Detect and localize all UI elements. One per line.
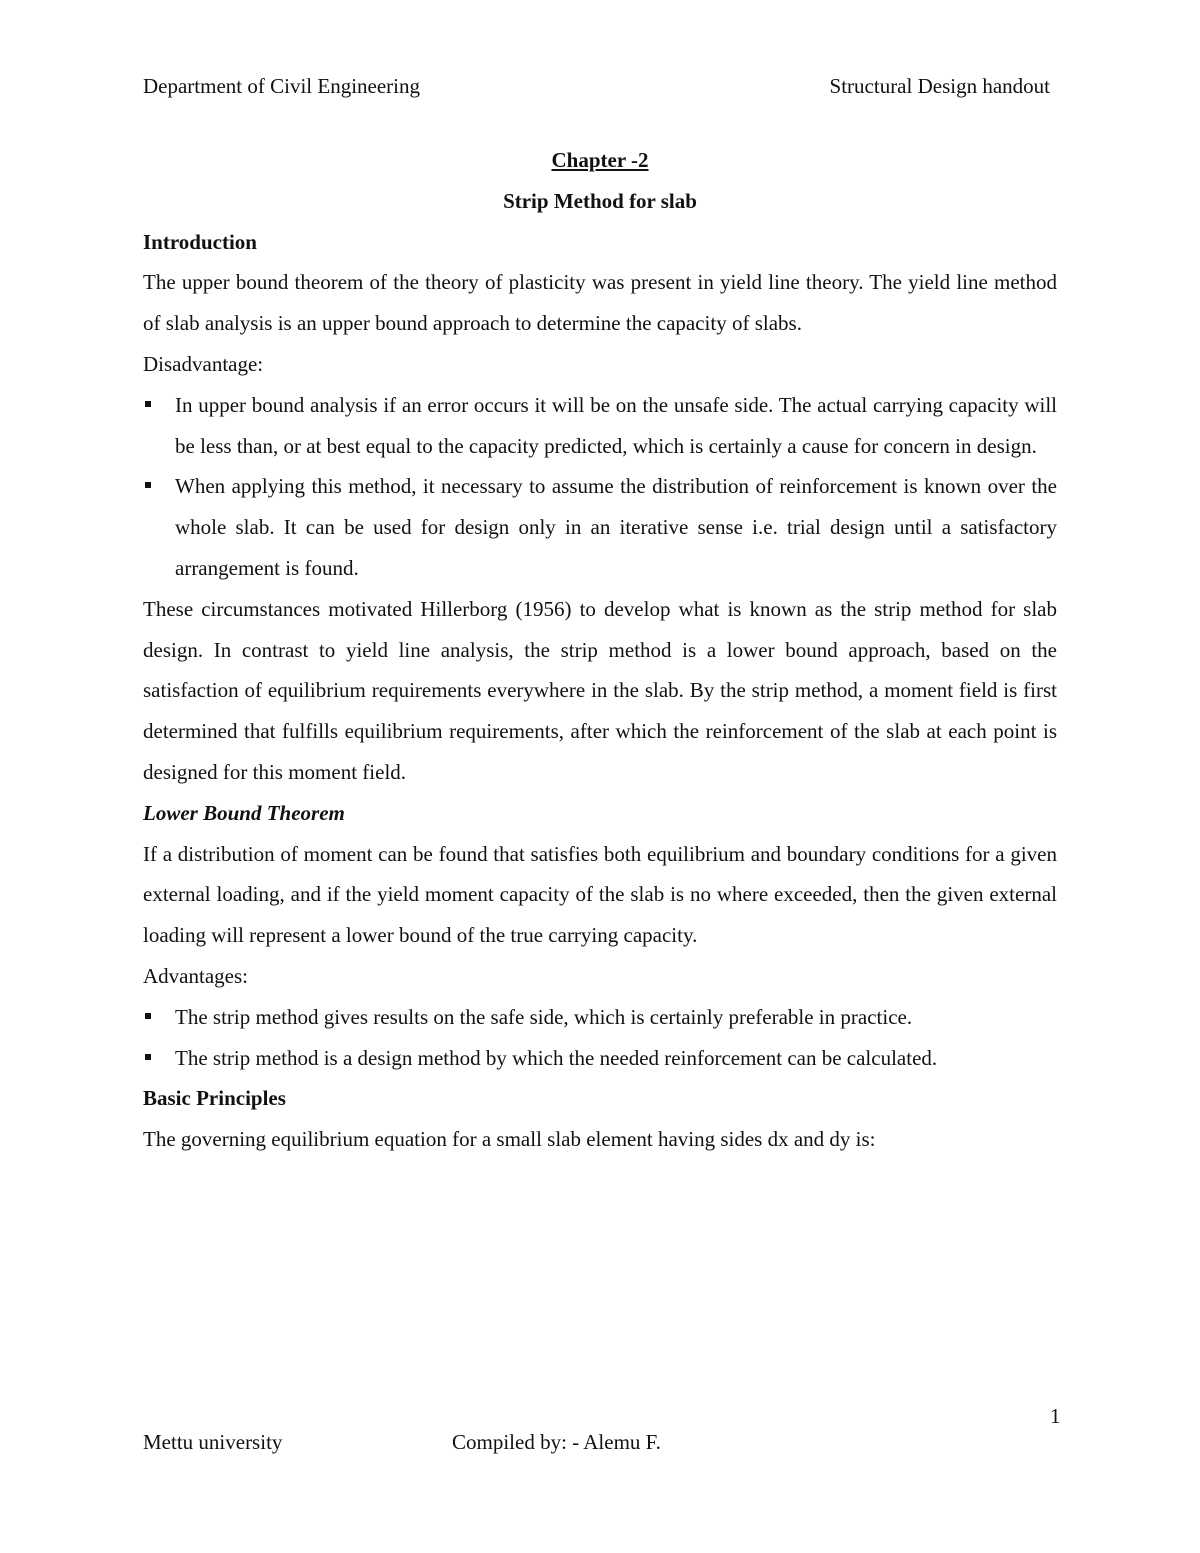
list-item-text: The strip method is a design method by which the needed reinforcement can be calculated. xyxy=(175,1045,938,1070)
lower-bound-heading: Lower Bound Theorem xyxy=(143,800,345,825)
list-item-text: In upper bound analysis if an error occurs it will be on the unsafe side. The actual carrying capacity will be less than, or at best equal to the capacity predicted, which is certainly a cause for concern in design. xyxy=(175,392,1057,458)
introduction-heading: Introduction xyxy=(143,229,257,254)
list-item xyxy=(143,466,1057,588)
footer-compiled-by: Compiled by: - Alemu F. xyxy=(452,1430,661,1454)
list-item xyxy=(143,1038,1057,1079)
chapter-title: Chapter -2 xyxy=(551,148,649,172)
basic-principles-heading: Basic Principles xyxy=(143,1086,286,1111)
list-item-text: When applying this method, it necessary to assume the distribution of reinforcement is known over the whole slab. It can be used for design only in an iterative sense i.e. trial design until a satisfactory arrangement is found. xyxy=(175,474,1057,580)
advantages-list xyxy=(143,997,1057,1079)
disadvantage-list xyxy=(143,385,1057,589)
section-title: Strip Method for slab xyxy=(503,188,697,213)
lower-bound-paragraph: If a distribution of moment can be found that satisfies both equilibrium and boundary conditions for a given external loading, and if the yield moment capacity of the slab is no where exceeded, then the given external loading will represent a lower bound of the true carrying capacity. xyxy=(143,841,1057,948)
advantages-label: Advantages: xyxy=(143,963,248,988)
page-number: 1 xyxy=(1050,1404,1061,1428)
basic-principles-paragraph: The governing equilibrium equation for a small slab element having sides dx and dy is: xyxy=(143,1127,876,1152)
page-body xyxy=(143,140,1057,1160)
list-item xyxy=(143,385,1057,467)
bullet-icon xyxy=(145,482,151,488)
bullet-icon xyxy=(145,401,151,407)
disadvantage-label: Disadvantage: xyxy=(143,351,264,376)
bullet-icon xyxy=(145,1054,151,1060)
bullet-icon xyxy=(145,1013,151,1019)
footer-university: Mettu university xyxy=(143,1430,283,1454)
list-item xyxy=(143,997,1057,1038)
header-department: Department of Civil Engineering xyxy=(143,74,421,98)
hillerborg-paragraph: These circumstances motivated Hillerborg (1956) to develop what is known as the strip method for slab design. In contrast to yield line analysis, the strip method is a lower bound approach, based on the satisfaction of equilibrium requirements everywhere in the slab. By the strip method, a moment field is first determined that fulfills equilibrium requirements, after which the reinforcement of the slab at each point is designed for this moment field. xyxy=(143,596,1057,784)
list-item-text: The strip method gives results on the safe side, which is certainly preferable in practice. xyxy=(175,1004,913,1029)
header-handout-title: Structural Design handout xyxy=(829,74,1050,98)
introduction-paragraph: The upper bound theorem of the theory of plasticity was present in yield line theory. The yield line method of slab analysis is an upper bound approach to determine the capacity of slabs. xyxy=(143,270,1057,336)
